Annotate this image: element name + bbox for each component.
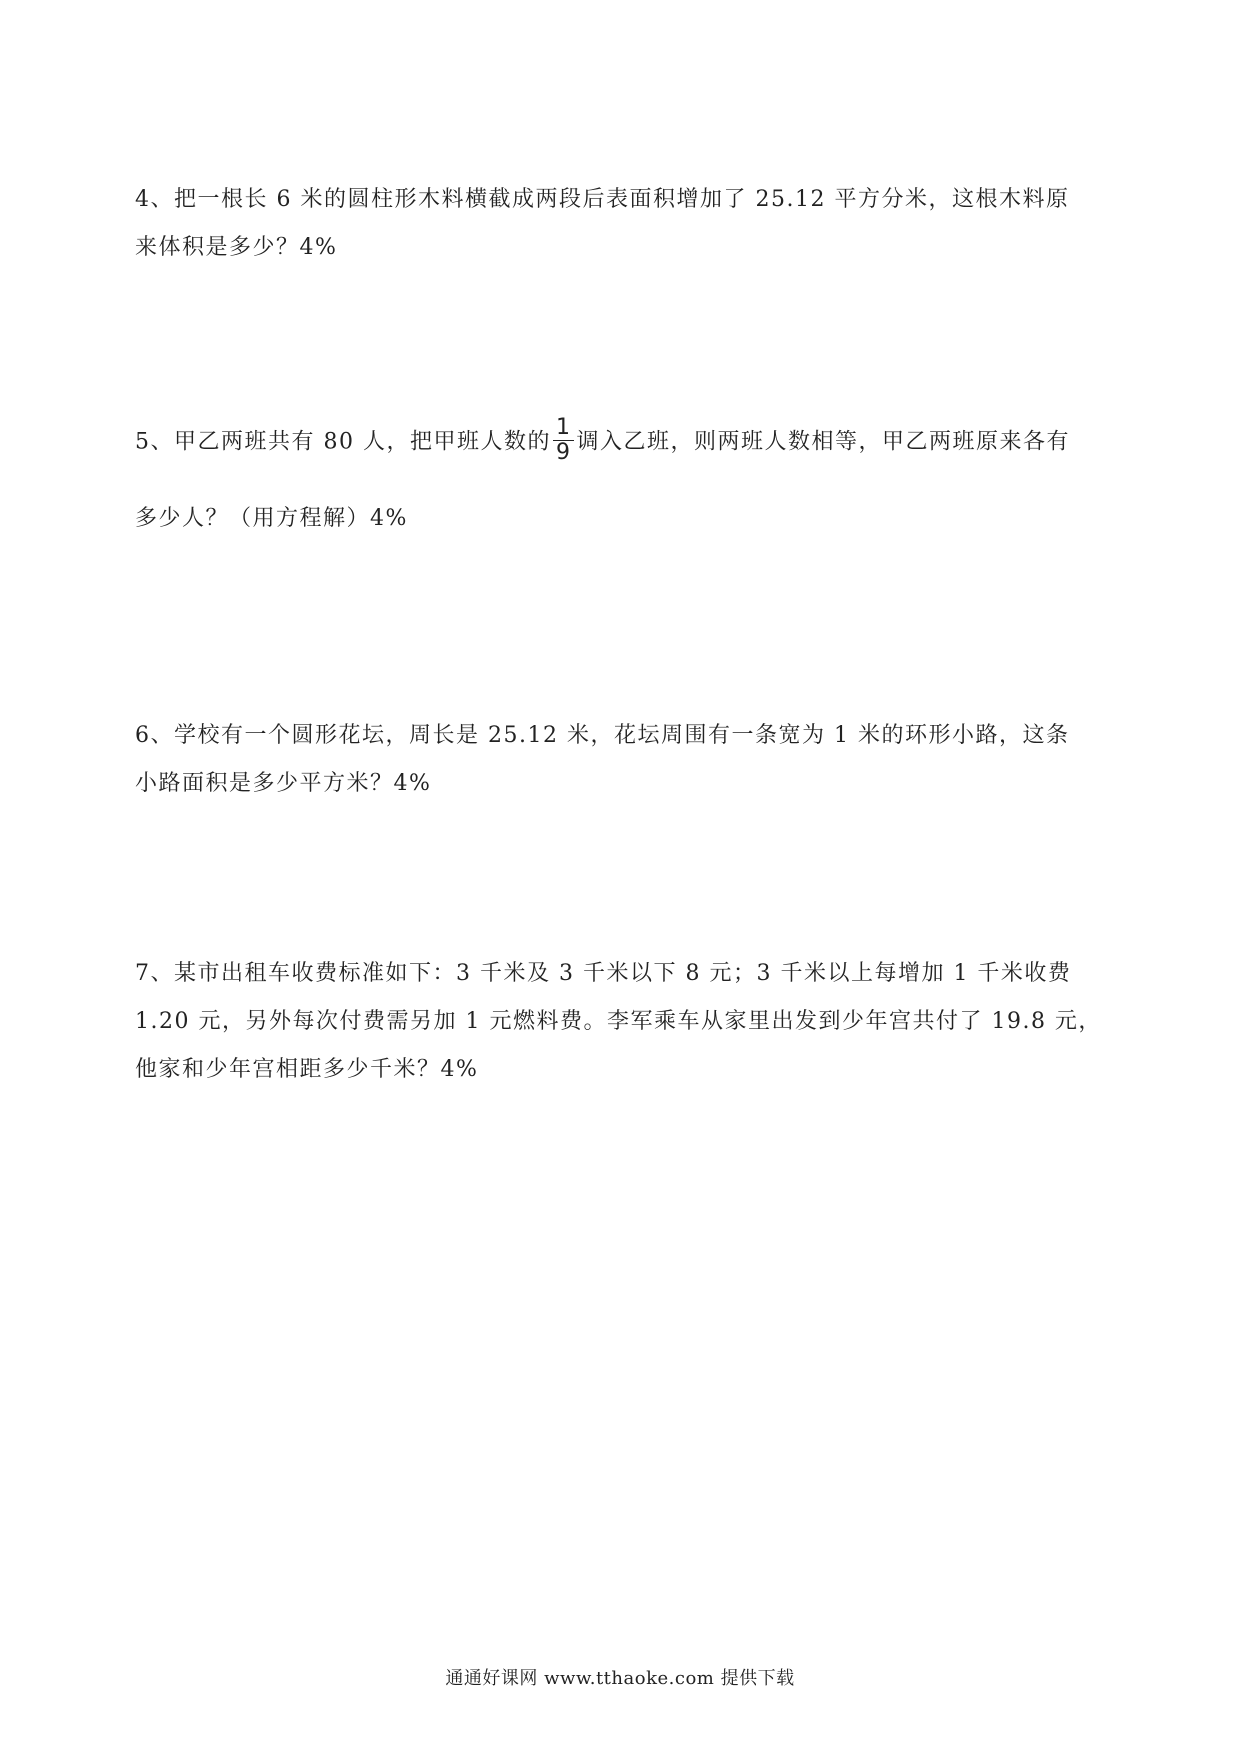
problem-5-line-2: 多少人？（用方程解）4% <box>135 506 408 531</box>
problem-5 <box>135 415 1115 543</box>
fraction-denominator: 9 <box>555 440 572 465</box>
problem-5-text-before-fraction: 5、甲乙两班共有 80 人，把甲班人数的 <box>135 429 551 455</box>
problem-6 <box>135 712 1115 808</box>
problem-7-line-1: 7、某市出租车收费标准如下：3 千米及 3 千米以下 8 元；3 千米以上每增加 1 千米收费 <box>135 961 1072 986</box>
problem-7 <box>135 950 1115 1094</box>
problem-6-line-2: 小路面积是多少平方米？4% <box>135 771 432 796</box>
fraction-one-ninth <box>553 416 575 465</box>
problem-6-line-1: 6、学校有一个圆形花坛，周长是 25.12 米，花坛周围有一条宽为 1 米的环形小路，这条 <box>135 723 1070 748</box>
problem-4-line-2: 来体积是多少？4% <box>135 235 338 260</box>
problem-5-line-1 <box>135 415 1115 467</box>
problem-4 <box>135 176 1115 272</box>
problem-7-line-2: 1.20 元，另外每次付费需另加 1 元燃料费。李军乘车从家里出发到少年宫共付了 19.8 元， <box>135 1009 1102 1034</box>
problem-4-line-1: 4、把一根长 6 米的圆柱形木料横截成两段后表面积增加了 25.12 平方分米，这根木料原 <box>135 187 1070 212</box>
page-footer: 通通好课网 www.tthaoke.com 提供下载 <box>445 1668 795 1689</box>
fraction-numerator: 1 <box>553 416 575 441</box>
problem-5-text-after-fraction: 调入乙班，则两班人数相等，甲乙两班原来各有 <box>576 429 1070 455</box>
problem-7-line-3: 他家和少年宫相距多少千米？4% <box>135 1057 479 1082</box>
